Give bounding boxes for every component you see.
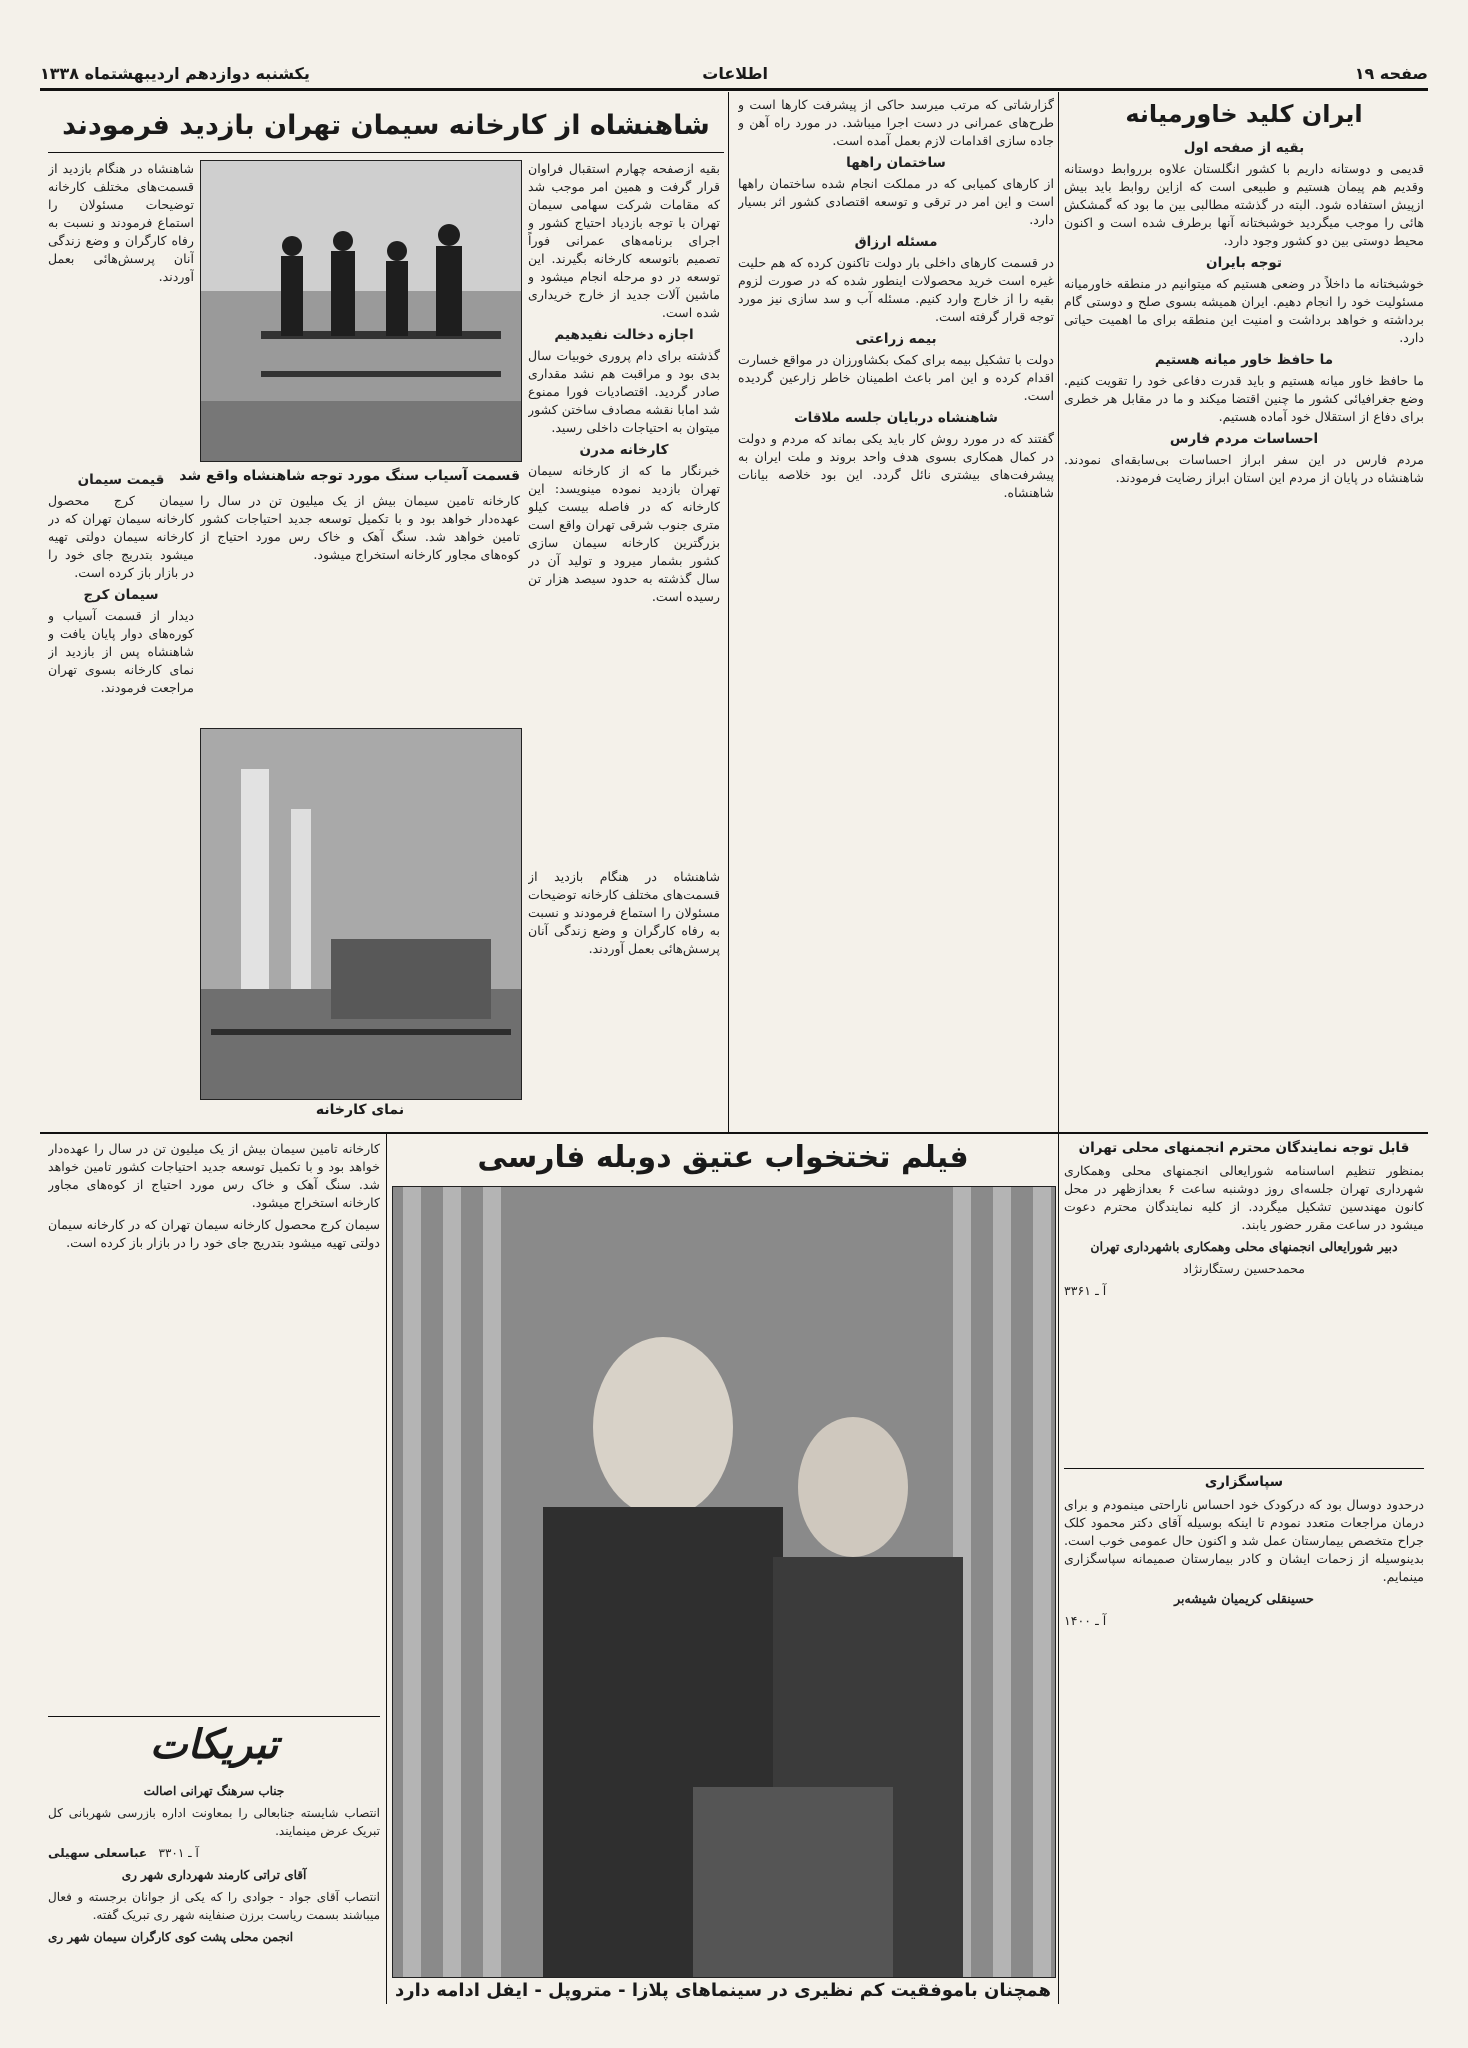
- iran-subhead: توجه بایران: [1206, 255, 1282, 271]
- cement-paragraph: شاهنشاه در هنگام بازدید از قسمت‌های مختلف کارخانه توضیحات مسئولان را استماع فرمودند و نسبت به رفاه کارگران و وضع زندگی آنان پرسش‌هائی بعمل آوردند.: [48, 161, 194, 284]
- iran-headline: ایران کلید خاورمیانه: [1125, 100, 1363, 128]
- appreciation-text: درحدود دوسال بود که درکودک خود احساس ناراحتی مینمودم و برای درمان مراجعات متعدد نمودم تا اینکه بوسیله آقای دکتر محمود کلک جراح متخصص بیمارستان عمل شد و اکنون حال عمومی خوب است. بدینوسیله از زحمات ایشان و کادر بیمارستان صمیمانه سپاسگزاری مینمایم.: [1064, 1497, 1424, 1584]
- film-headline: فیلم تختخواب عتیق دوبله فارسی: [477, 1140, 969, 1175]
- middle-paragraph: گفتند که در مورد روش کار باید یکی بماند که مردم و دولت در کمال همکاری بسوی هدف واحد بروند و ملت ایران به پیشرفت‌های بیشتری نائل گردد. این بود خلاصه بیانات شاهنشاه.: [738, 431, 1054, 500]
- column-divider: [386, 1134, 387, 2004]
- cement-column-2: [200, 492, 520, 722]
- tabrikat-signer: انجمن محلی پشت کوی کارگران سیمان شهر ری: [48, 1930, 294, 1944]
- cement-column-1: [528, 160, 720, 860]
- tabrikat-divider: [48, 1716, 380, 1717]
- paper-name: اطلاعات: [702, 64, 768, 83]
- page-number: صفحه ۱۹: [1354, 64, 1428, 83]
- cement-paragraph: گذشته برای دام پروری خوبیات سال بدی بود و مراقبت هم نشد مقداری صادر گردید. اقتصادیات فورا ممنوع شد امابا نقشه مصادف ساختن کشور میتوان به احتیاجات داخلی رسید.: [528, 348, 720, 435]
- cement-column-left: [48, 160, 194, 460]
- film-caption: همچنان باموفقیت کم نظیری در سینماهای پلازا - متروپل - ایفل ادامه دارد: [395, 1980, 1051, 2001]
- film-still-art: [393, 1187, 1055, 1977]
- factory-photo-art: [201, 729, 521, 1099]
- middle-subhead: بیمه زراعتی: [855, 331, 937, 347]
- cement-photo-caption: قسمت آسیاب سنگ مورد توجه شاهنشاه واقع شد: [179, 468, 520, 484]
- film-still-photo: [392, 1186, 1056, 1978]
- masthead-rule: [40, 88, 1428, 91]
- middle-paragraph: گزارشاتی که مرتب میرسد حاکی از پیشرفت کارها است و طرح‌های عمرانی در دست اجرا میباشد. در مورد راه آهن و جاده سازی اقدامات لازم بعمل آمده است.: [738, 97, 1054, 148]
- appreciation-code: آ ـ ۱۴۰۰: [1064, 1613, 1107, 1628]
- middle-subhead: ساختمان راهها: [846, 155, 946, 171]
- middle-paragraph: از کارهای کمیابی که در مملکت انجام شده ساختمان راهها است و این امر در ترقی و توسعه اقتصادی کشور اثر بسیار دارد.: [738, 176, 1054, 227]
- column-divider: [1058, 1134, 1059, 2004]
- cement-headline: شاهنشاه از کارخانه سیمان تهران بازدید فرمودند: [62, 110, 710, 141]
- column-divider: [1058, 92, 1059, 1132]
- cement-continued-body: [48, 1140, 380, 1710]
- middle-paragraph: در قسمت کارهای داخلی بار دولت تاکنون کرده که هم حلیت غیره است خرید محصولات اینطور شده که در صورت لزوم بقیه را از خارج وارد کنیم. مسئله آب و سد سازی نیز مورد توجه قرار گرفته است.: [738, 255, 1054, 324]
- cement-paragraph: شاهنشاه در هنگام بازدید از قسمت‌های مختلف کارخانه توضیحات مسئولان را استماع فرمودند و نسبت به رفاه کارگران و وضع زندگی آنان پرسش‌هائی بعمل آوردند.: [528, 869, 720, 956]
- iran-subhead: بقیه از صفحه اول: [1183, 140, 1305, 156]
- tabrikat-body: [48, 1782, 380, 2002]
- cement-paragraph: سیمان کرج محصول کارخانه سیمان تهران که در کارخانه سیمان دولتی تهیه میشود بتدریج جای خود را در بازار باز کرده است.: [48, 493, 194, 580]
- cement-subhead: کارخانه مدرن: [579, 442, 669, 458]
- middle-subhead: شاهنشاه دربایان جلسه ملاقات: [794, 410, 998, 426]
- factory-view-photo: [200, 728, 522, 1100]
- cement-paragraph: کارخانه تامین سیمان بیش از یک میلیون تن در سال را عهده‌دار خواهد بود و با تکمیل توسعه جدید احتیاجات کشور تامین خواهد شد. سنگ آهک و خاک رس مورد احتیاج از کوه‌های مجاور کارخانه استخراج میشود.: [48, 1141, 380, 1210]
- cement-subhead: اجازه دخالت نفیدهیم: [554, 327, 694, 343]
- headline-rule: [48, 152, 724, 153]
- cement-paragraph: دیدار از قسمت آسیاب و کوره‌های دوار پایان یافت و شاهنشاه پس از بازدید از نمای کارخانه بسوی تهران مراجعت فرمودند.: [48, 608, 194, 695]
- notice-title: قابل توجه نمایندگان محترم انجمنهای محلی تهران: [1078, 1140, 1410, 1156]
- cement-subhead: سیمان کرج: [83, 587, 159, 603]
- iran-paragraph: ما حافظ خاور میانه هستیم و باید قدرت دفاعی خود را تقویت کنیم. وضع جغرافیائی کشور ما چنین اقتضا میکند و ما در مقابل هر خطری برای دفاع از استقلال خود آماده هستیم.: [1064, 373, 1424, 424]
- tabrikat-signer: [48, 1844, 380, 1862]
- notice-code: آ ـ ۳۳۶۱: [1064, 1283, 1107, 1298]
- cement-paragraph: بقیه ازصفحه چهارم استقبال فراوان قرار گرفت و همین امر موجب شد که مقامات شرکت سهامی سیمان تهران با توجه بازدیاد احتیاج کشور و اجرای برنامه‌های عمرانی فوراً تصمیم باتوسعه کارخانه بگیرند. این توسعه در دو مرحله انجام میشود و ماشین آلات جدید از خارج خریداری شده است.: [528, 161, 720, 320]
- column-divider: [728, 92, 729, 1132]
- iran-article-body: [1064, 136, 1424, 1126]
- appreciation-signer: حسینقلی کریمیان شیشه‌بر: [1174, 1591, 1314, 1606]
- middle-subhead: مسئله ارزاق: [854, 234, 938, 250]
- iran-subhead: احساسات مردم فارس: [1169, 431, 1319, 447]
- factory-caption: نمای کارخانه: [315, 1102, 405, 1118]
- issue-date: یکشنبه دوازدهم اردیبهشتماه ۱۳۳۸: [40, 64, 310, 83]
- notice-signer: محمدحسین رستگارنژاد: [1182, 1261, 1306, 1276]
- tabrikat-signer-name: عباسعلی سهیلی: [48, 1846, 148, 1860]
- middle-paragraph: دولت با تشکیل بیمه برای کمک بکشاورزان در مواقع خسارت اقدام کرده و این امر باعث اطمینان خاطر زارعین گردیده است.: [738, 352, 1054, 403]
- tabrikat-title: تبریکات: [149, 1722, 279, 1768]
- notice-text: بمنظور تنظیم اساسنامه شورایعالی انجمنهای محلی وهمکاری شهرداری تهران جلسه‌ای روز دوشنبه ساعت ۶ بعدازظهر در محل کانون مهندسین تشکیل میگردد. از کلیه نمایندگان محترم دعوت میشود در ساعت مقرر حضور یابند.: [1064, 1163, 1424, 1232]
- notice-body: [1064, 1162, 1424, 1462]
- iran-paragraph: خوشبختانه ما داخلاً در وضعی هستیم که میتوانیم در منطقه خاورمیانه مسئولیت خود را انجام دهیم. ایران همیشه بسوی صلح و دوستی گام برداشته و خواهد برداشت و امنیت این منطقه برای ما اهمیت حیاتی دارد.: [1064, 276, 1424, 345]
- notice-divider: [1064, 1468, 1424, 1469]
- cement-paragraph: کارخانه تامین سیمان بیش از یک میلیون تن در سال را عهده‌دار خواهد بود و با تکمیل توسعه جدید احتیاجات کشور تامین خواهد شد. سنگ آهک و خاک رس مورد احتیاج از کوه‌های مجاور کارخانه استخراج میشود.: [200, 493, 520, 562]
- tabrikat-line: انتصاب آقای جواد - جوادی را که یکی از جوانان برجسته و فعال میباشند بسمت ریاست برزن صنفاینه شهر ری تبریک گفته.: [48, 1890, 380, 1922]
- appreciation-body: [1064, 1496, 1424, 1996]
- cement-column-left-2: [48, 468, 194, 1128]
- cement-paragraph: سیمان کرج محصول کارخانه سیمان تهران که در کارخانه سیمان دولتی تهیه میشود بتدریج جای خود را در بازار باز کرده است.: [48, 1217, 380, 1250]
- iran-paragraph: قدیمی و دوستانه داریم با کشور انگلستان علاوه برروابط دوستانه وقدیم هم پیمان هستیم و طبیعی است که ازاین روابط باید بیش ازپیش استفاده شود. البته در گذشته مطالبی بین ما بود که گمشکش هائی را موجب میگردید خوشبختانه آنها برطرف شده است و اکنون محیط دوستی بین دو کشور وجود دارد.: [1064, 161, 1424, 248]
- masthead: [40, 64, 1428, 86]
- cement-factory-visit-photo: [200, 160, 522, 462]
- cement-paragraph: خبرنگار ما که از کارخانه سیمان تهران بازدید نموده مینویسد: این کارخانه که در فاصله بیست کیلو متری جنوب شرقی تهران واقع است بزرگترین کارخانه سیمان سازی کشور بشمار میرود و تولید آن در سال گذشته به حدود سیصد هزار تن رسیده است.: [528, 463, 720, 604]
- notice-signature: دبیر شورایعالی انجمنهای محلی وهمکاری باشهرداری تهران: [1090, 1239, 1398, 1254]
- middle-column-body: [738, 96, 1054, 1126]
- tabrikat-code: آ ـ ۳۳۰۱: [158, 1846, 199, 1860]
- tabrikat-line: جناب سرهنگ تهرانی اصالت: [143, 1784, 285, 1798]
- iran-subhead: ما حافظ خاور میانه هستیم: [1154, 352, 1334, 368]
- appreciation-title: سپاسگزاری: [1204, 1474, 1284, 1490]
- tabrikat-line: آقای تراتی کارمند شهرداری شهر ری: [121, 1868, 307, 1882]
- section-divider: [40, 1132, 1428, 1134]
- tabrikat-line: انتصاب شایسته جنابعالی را بمعاونت اداره بازرسی شهربانی کل تبریک عرض مینمایند.: [48, 1806, 380, 1838]
- cement-subhead: قیمت سیمان: [77, 472, 165, 488]
- visit-photo-art: [201, 161, 521, 461]
- iran-paragraph: مردم فارس در این سفر ابراز احساسات بی‌سابقه‌ای نمودند. شاهنشاه در پایان از مردم این استان ابراز رضایت فرمودند.: [1064, 452, 1424, 485]
- cement-column-3: [528, 868, 720, 1128]
